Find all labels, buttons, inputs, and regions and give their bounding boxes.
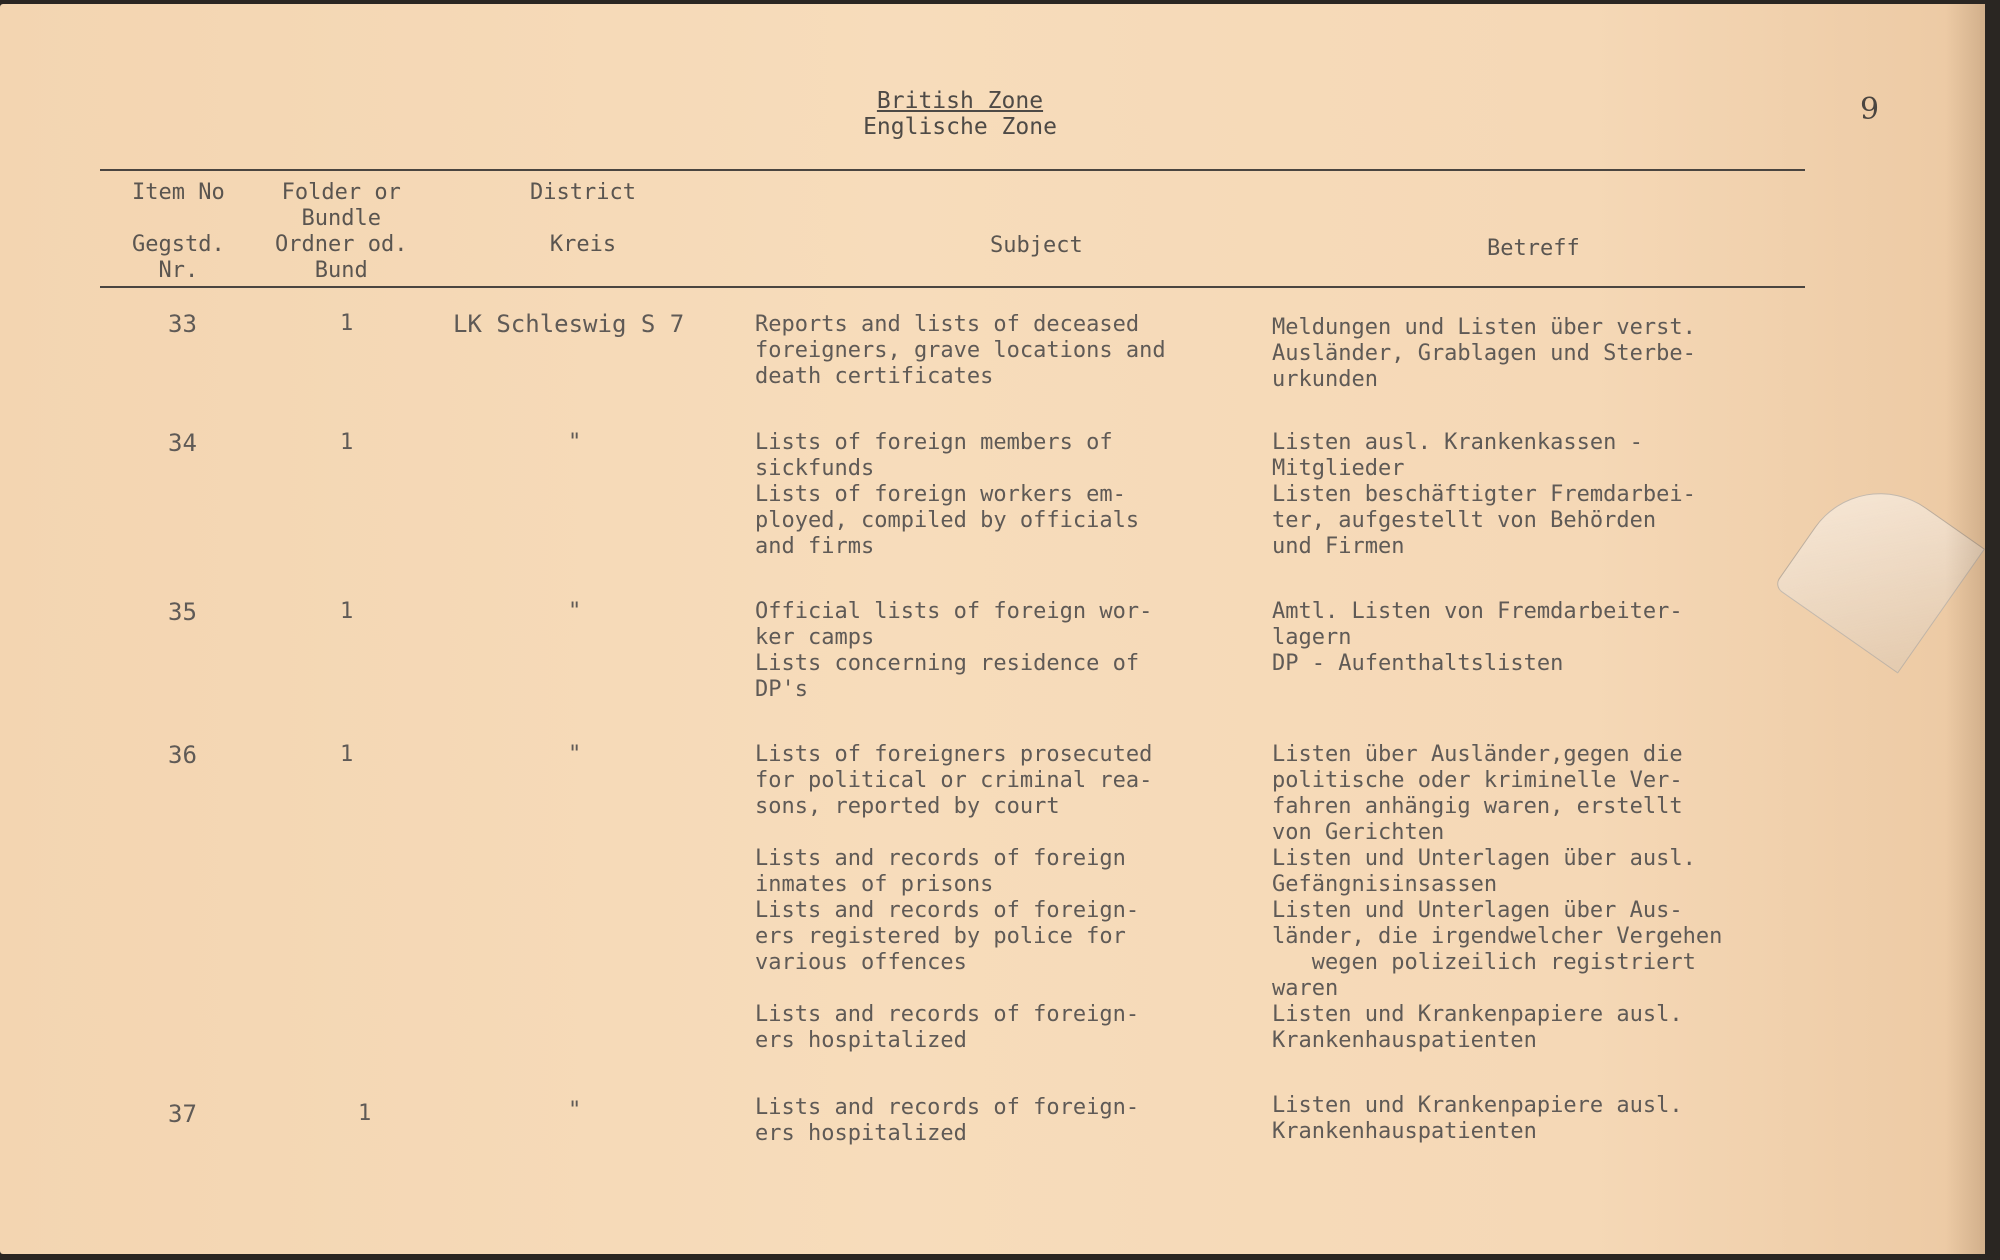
row-33-district: LK Schleswig S 7 (453, 310, 685, 338)
row-37-item: 37 (168, 1100, 197, 1128)
column-header-district: District Kreis (530, 180, 636, 257)
header-bottom-rule (100, 286, 1805, 288)
zone-title-german: Englische Zone (863, 114, 1057, 140)
document-page (0, 4, 1985, 1254)
row-34-district: " (568, 430, 582, 455)
row-36-subject: Lists of foreigners prosecuted for political or criminal rea- sons, reported by court Lists and records of foreign inmates of prisons Lists and records of foreign- ers registered by police for various offences Lists and records of foreign- ers hospitalized (755, 742, 1153, 1053)
column-header-item: Item No Gegstd. Nr. (132, 180, 225, 283)
zone-title-english: British Zone (876, 88, 1044, 114)
row-35-subject: Official lists of foreign wor- ker camps Lists concerning residence of DP's (755, 599, 1153, 702)
header-top-rule (100, 169, 1805, 171)
row-36-district: " (568, 742, 582, 767)
row-33-item: 33 (168, 310, 197, 338)
row-37-district: " (568, 1098, 582, 1123)
column-header-subject: Subject (990, 233, 1083, 258)
column-header-betreff: Betreff (1487, 236, 1580, 261)
row-36-folder: 1 (340, 742, 354, 767)
row-33-subject: Reports and lists of deceased foreigners, grave locations and death certificates (755, 312, 1166, 389)
row-34-item: 34 (168, 429, 197, 457)
row-37-folder: 1 (358, 1101, 372, 1126)
row-35-item: 35 (168, 598, 197, 626)
row-35-betreff: Amtl. Listen von Fremdarbeiter- lagern DP - Aufenthaltslisten (1272, 599, 1683, 676)
row-35-folder: 1 (340, 599, 354, 624)
row-37-subject: Lists and records of foreign- ers hospitalized (755, 1095, 1140, 1146)
column-header-folder: Folder or Bundle Ordner od. Bund (275, 180, 408, 283)
row-34-folder: 1 (340, 430, 354, 455)
page-number: 9 (1860, 92, 1880, 127)
row-36-item: 36 (168, 741, 197, 769)
row-34-betreff: Listen ausl. Krankenkassen - Mitglieder Listen beschäftigter Fremdarbei- ter, aufgestellt von Behörden und Firmen (1272, 430, 1696, 559)
row-35-district: " (568, 599, 582, 624)
page-tab-clip (1773, 462, 1985, 674)
row-33-betreff: Meldungen und Listen über verst. Ausländer, Grablagen und Sterbe- urkunden (1272, 315, 1696, 392)
row-33-folder: 1 (340, 311, 354, 336)
row-36-betreff: Listen über Ausländer,gegen die politische oder kriminelle Ver- fahren anhängig waren, erstellt von Gerichten Listen und Unterlagen über ausl. Gefängnisinsassen Listen und Unterlagen über Aus- länder, die irgendwelcher Vergehen wegen polizeilich registriert waren Listen und Krankenpapiere ausl. Krankenhauspatienten (1272, 742, 1723, 1053)
row-34-subject: Lists of foreign members of sickfunds Lists of foreign workers em- ployed, compiled by officials and firms (755, 430, 1140, 559)
row-37-betreff: Listen und Krankenpapiere ausl. Krankenhauspatienten (1272, 1093, 1683, 1144)
